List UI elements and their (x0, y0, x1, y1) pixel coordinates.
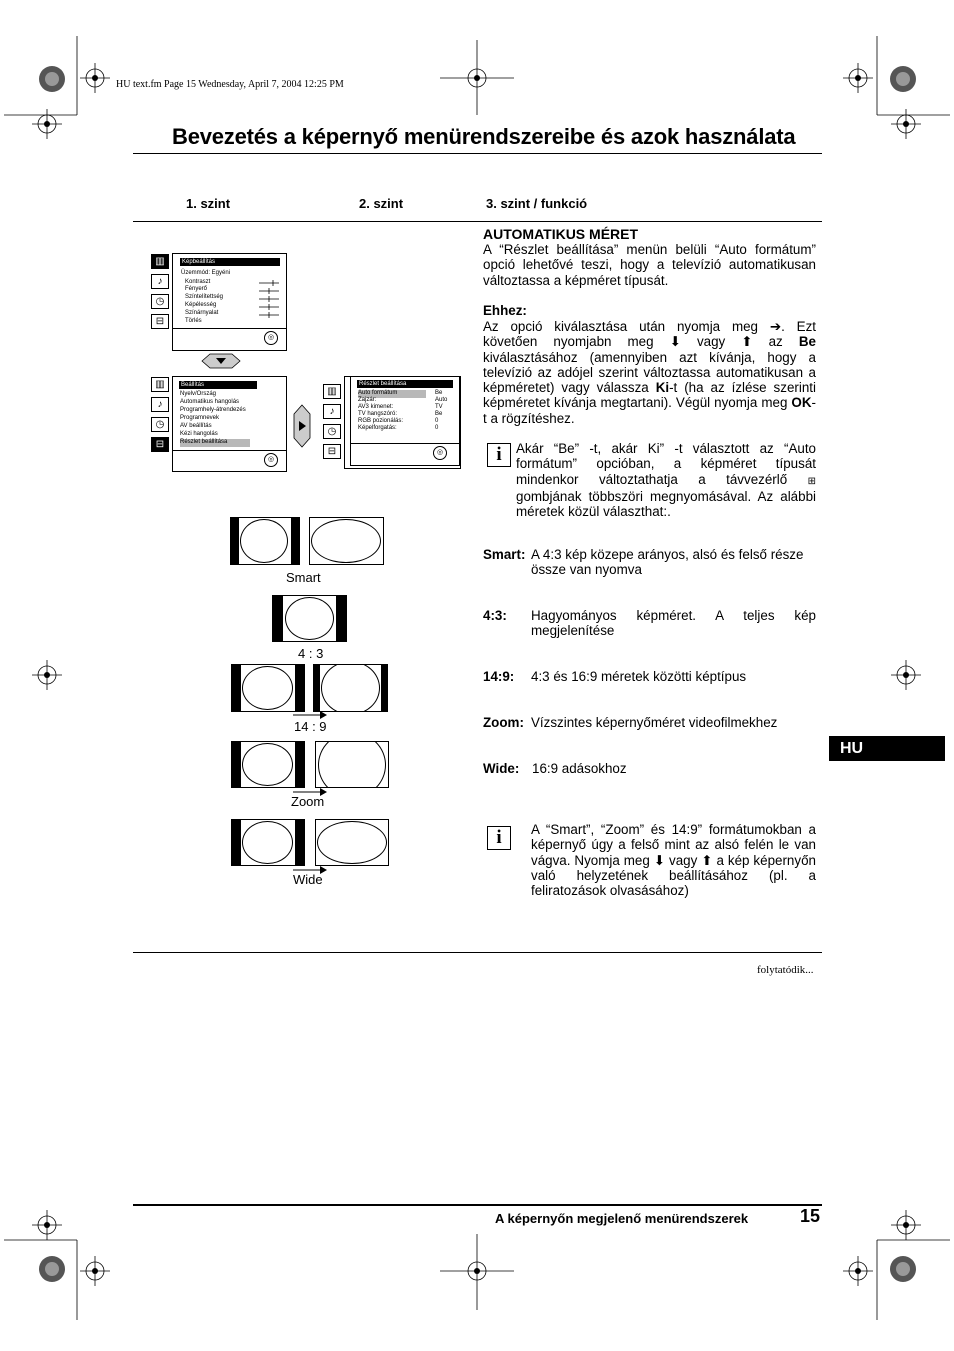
continued-note: folytatódik... (757, 964, 814, 976)
right-arrow-key-icon: ➔ (769, 319, 782, 334)
menu-item-selected[interactable]: Részlet beállítása (180, 439, 250, 447)
column-header-level1: 1. szint (186, 196, 231, 211)
menu-item[interactable]: Színtelítettség (185, 294, 224, 300)
menu-item[interactable]: Zajzár: (358, 397, 377, 403)
picture-icon: ▥ (323, 384, 341, 399)
clock-icon: ◷ (151, 417, 169, 432)
menu-item[interactable]: Automatikus hangolás (180, 399, 240, 405)
arrow-down-icon (198, 353, 244, 369)
up-arrow-key-icon: ⬆ (701, 852, 713, 868)
section-heading: AUTOMATIKUS MÉRET (483, 226, 639, 242)
section-intro: A “Részlet beállítása” menün belüli “Auto formátum” opció lehetővé teszi, hogy a televízió automatikusan változtassa a képméret típusát. (483, 242, 816, 288)
definition-text-4-3: Hagyományos képméret. A teljes kép megjelenítése (531, 608, 816, 639)
slider-marks (257, 280, 281, 324)
definition-text-14-9: 4:3 és 16:9 méretek közötti képtípus (531, 669, 747, 684)
menu-value: TV (435, 404, 443, 410)
menu-item[interactable]: AV beállítás (180, 423, 212, 429)
menu-value: 0 (435, 418, 439, 424)
menu-value: Be (435, 390, 443, 396)
definition-text-smart: A 4:3 kép közepe arányos, alsó és felső része össze van nyomva (531, 547, 804, 578)
format-label-14-9: 14 : 9 (294, 719, 327, 734)
picture-icon: ▥ (151, 377, 169, 392)
definition-text-wide: 16:9 adásokhoz (532, 761, 627, 776)
clock-icon: ◷ (151, 294, 169, 309)
page-number: 15 (800, 1206, 821, 1226)
column-header-level3: 3. szint / funkció (486, 196, 588, 211)
screen-format-button-icon: ⊞ (807, 475, 816, 487)
language-tab: HU (829, 736, 945, 761)
navigation-pad-icon: ◎ (264, 331, 278, 345)
format-label-smart: Smart (286, 570, 321, 585)
note-picture-position: A “Smart”, “Zoom” és 14:9” formátumokban a képernyő úgy a felső mint az alsó felén le van vágva. Nyomja meg ⬇ vagy ⬆ a kép képernyőn való helyzetének beállításához (pl. a feliratozások olvasásához) (531, 822, 816, 899)
menu-value: Be (435, 411, 443, 417)
menu-item[interactable]: Törlés (185, 318, 202, 324)
section-end-rule (133, 952, 822, 953)
detail-menu (350, 376, 460, 466)
picture-menu (172, 253, 287, 351)
definition-label-4-3: 4:3: (483, 608, 507, 623)
wide-input-screen (231, 819, 305, 866)
ehhez-label: Ehhez: (483, 303, 527, 318)
menu-item-selected[interactable]: Auto formátum (358, 390, 426, 398)
menu-item[interactable]: Képélesség (185, 302, 217, 308)
smart-input-screen (230, 517, 300, 565)
page-title: Bevezetés a képernyő menürendszereibe és azok használata (172, 124, 796, 149)
up-arrow-key-icon: ⬆ (741, 334, 753, 350)
format-149-input-screen (231, 664, 305, 712)
menu-icons-column-2 (151, 377, 171, 457)
menu-icons-column-1 (151, 254, 171, 334)
format-label-zoom: Zoom (291, 794, 325, 809)
sound-icon: ♪ (151, 274, 169, 289)
definition-label-smart: Smart: (483, 547, 526, 562)
footer-section-title: A képernyőn megjelenő menürendszerek (495, 1211, 749, 1226)
navigation-pad-icon: ◎ (433, 446, 447, 460)
setup-menu (172, 376, 287, 472)
clock-icon: ◷ (323, 424, 341, 439)
menu-item[interactable]: Programnevek (180, 415, 220, 421)
definition-text-zoom: Vízszintes képernyőméret videofilmekhez (531, 715, 778, 730)
column-header-level2: 2. szint (359, 196, 404, 211)
menu-value: 0 (435, 425, 439, 431)
format-label-wide: Wide (293, 872, 323, 887)
arrow-right-icon (293, 404, 311, 448)
menu-item[interactable]: RGB pozionálás: (358, 418, 404, 424)
down-arrow-key-icon: ⬇ (669, 334, 681, 350)
column-header-rule (133, 221, 822, 222)
file-info-header: HU text.fm Page 15 Wednesday, April 7, 2004 12:25 PM (116, 79, 344, 90)
down-arrow-key-icon: ⬇ (653, 852, 666, 868)
format-149-output-screen (313, 664, 388, 712)
menu-item[interactable]: Programhely-átrendezés (180, 407, 246, 413)
setup-icon: ⊟ (151, 314, 169, 329)
definition-label-zoom: Zoom: (483, 715, 524, 730)
picture-icon: ▥ (151, 254, 169, 269)
sound-icon: ♪ (323, 404, 341, 419)
navigation-pad-icon: ◎ (264, 453, 278, 467)
footer-rule (133, 1204, 822, 1206)
format-43-screen (272, 595, 347, 642)
menu-item[interactable]: TV hangszóró: (358, 411, 398, 417)
menu-item[interactable]: Fényerő (185, 286, 208, 292)
smart-output-screen (309, 517, 384, 565)
format-label-4-3: 4 : 3 (298, 646, 324, 661)
menu-item[interactable]: Nyelv/Ország (180, 391, 217, 397)
sound-icon: ♪ (151, 397, 169, 412)
menu-icons-column-3 (323, 384, 343, 464)
instructions-paragraph: Az opció kiválasztása után nyomja meg ➔. Ezt követően nyomjabn meg ⬇ vagy ⬆ az Be kiválasztásához (amennyiben azt kívánja, hogy a televízió az adójel szerint változtassa automatikusan a képméretet) vagy válassza Ki-t (ha az ízlése szerinti képméretet kívánja megtartani). Végül nyomja meg OK-t a rögzítéshez. (483, 319, 816, 426)
menu-item[interactable]: AV3 kimenet: (358, 404, 394, 410)
zoom-output-screen (315, 741, 389, 788)
wide-output-screen (315, 819, 389, 866)
info-icon: i (487, 443, 511, 467)
detail-menu-title: Részlet beállítása (357, 380, 453, 388)
menu-item[interactable]: Színárnyalat (185, 310, 219, 316)
setup-icon: ⊟ (323, 444, 341, 459)
zoom-input-screen (231, 741, 305, 788)
menu-item[interactable]: Kontraszt (185, 279, 211, 285)
menu-value: Auto (435, 397, 448, 403)
definition-label-wide: Wide: (483, 761, 520, 776)
setup-icon: ⊟ (151, 437, 169, 452)
note-format-change: Akár “Be” -t, akár Ki” -t választott az “Auto formátum” opcióban, a képméret típusát mindenkor változtathatja a távvezérlő ⊞ gombjának többszöri megnyomásával. Az alábbi méretek közül választhat:. (516, 441, 816, 520)
setup-menu-title: Beállítás (179, 381, 257, 389)
picture-menu-mode: Üzemmód: Egyéni (181, 270, 231, 276)
definition-label-14-9: 14:9: (483, 669, 515, 684)
info-icon: i (487, 826, 511, 850)
picture-menu-title: Képbeállítás (180, 258, 280, 266)
menu-item[interactable]: Kézi hangolás (180, 431, 218, 437)
title-rule (133, 153, 822, 154)
menu-item[interactable]: Képelforgatás: (358, 425, 397, 431)
